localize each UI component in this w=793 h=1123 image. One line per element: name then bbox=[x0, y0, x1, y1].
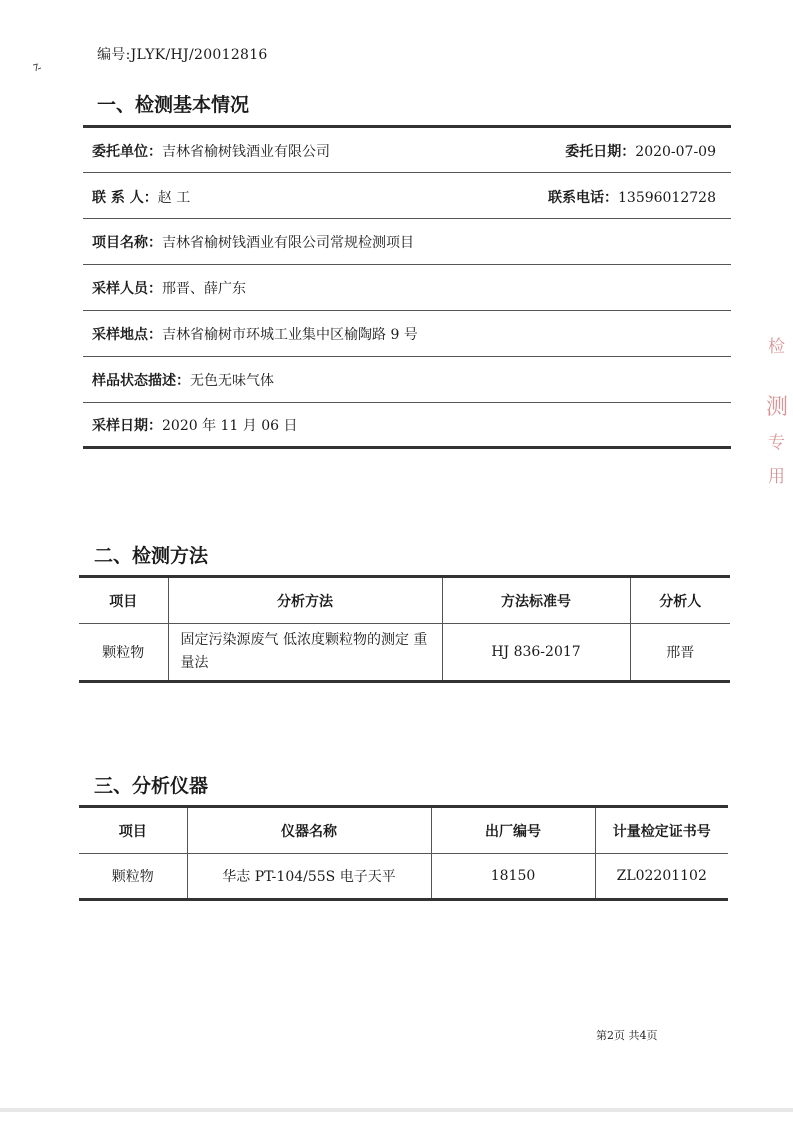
client-label: 委托单位： bbox=[92, 144, 162, 160]
sample-date-row bbox=[92, 415, 722, 435]
location-label: 采样地点： bbox=[92, 327, 162, 343]
commission-date-value: 2020-07-09 bbox=[635, 144, 716, 160]
row-divider bbox=[83, 264, 731, 265]
row-divider bbox=[83, 402, 731, 403]
phone-value: 13596012728 bbox=[618, 190, 716, 206]
sample-date-value: 2020 年 11 月 06 日 bbox=[162, 418, 298, 434]
col-header-method: 分析方法 bbox=[168, 577, 442, 624]
col-header-certificate: 计量检定证书号 bbox=[595, 807, 728, 854]
col-header-standard: 方法标准号 bbox=[442, 577, 630, 624]
row-divider bbox=[83, 172, 731, 173]
contact-value: 赵 工 bbox=[157, 190, 191, 206]
col-header-instrument: 仪器名称 bbox=[187, 807, 431, 854]
pen-mark-icon bbox=[32, 62, 42, 74]
section-1-bottom-rule bbox=[83, 446, 731, 449]
col-header-analyst: 分析人 bbox=[630, 577, 730, 624]
sample-state-value: 无色无味气体 bbox=[190, 373, 274, 389]
seal-fragment: 专 bbox=[768, 433, 785, 453]
instrument-table bbox=[79, 805, 728, 901]
page-number: 第2页 共4页 bbox=[596, 1029, 658, 1042]
seal-fragment: 测 bbox=[766, 395, 789, 420]
sampler-row bbox=[92, 278, 722, 298]
method-table bbox=[79, 575, 730, 683]
sample-date-label: 采样日期： bbox=[92, 418, 162, 434]
section-1-top-rule bbox=[83, 125, 731, 128]
row-divider bbox=[83, 310, 731, 311]
cell-instrument: 华志 PT-104/55S 电子天平 bbox=[187, 854, 431, 900]
cell-item: 颗粒物 bbox=[111, 869, 154, 885]
location-value: 吉林省榆树市环城工业集中区榆陶路 9 号 bbox=[162, 327, 418, 343]
contact-label: 联 系 人： bbox=[92, 190, 158, 206]
section-1-title: 一、检测基本情况 bbox=[97, 94, 250, 116]
client-row bbox=[92, 141, 722, 161]
section-3-title: 三、分析仪器 bbox=[94, 775, 209, 797]
col-header-serial: 出厂编号 bbox=[431, 807, 595, 854]
cell-standard: HJ 836-2017 bbox=[442, 624, 630, 682]
col-header-item: 项目 bbox=[79, 577, 168, 624]
cell-method: 固定污染源废气 低浓度颗粒物的测定 重量法 bbox=[168, 624, 442, 682]
contact-row bbox=[92, 187, 722, 207]
project-value: 吉林省榆树钱酒业有限公司常规检测项目 bbox=[162, 235, 414, 251]
project-row bbox=[92, 232, 722, 252]
row-divider bbox=[83, 218, 731, 219]
seal-fragment: 用 bbox=[768, 467, 785, 487]
sample-state-label: 样品状态描述： bbox=[92, 373, 190, 389]
table-row bbox=[79, 854, 728, 900]
sampler-value: 邢晋、薛广东 bbox=[162, 281, 246, 297]
sample-state-row bbox=[92, 370, 722, 390]
cell-serial: 18150 bbox=[431, 854, 595, 900]
seal-fragment: 检 bbox=[768, 337, 785, 357]
table-header-row bbox=[79, 807, 728, 854]
table-header-row bbox=[79, 577, 730, 624]
cell-certificate: ZL02201102 bbox=[595, 854, 728, 900]
project-label: 项目名称： bbox=[92, 235, 162, 251]
document-number: 编号:JLYK/HJ/20012816 bbox=[97, 47, 268, 63]
table-row bbox=[79, 624, 730, 682]
scan-edge bbox=[0, 1108, 793, 1112]
phone-label: 联系电话： bbox=[548, 190, 619, 206]
commission-date-label: 委托日期： bbox=[565, 144, 636, 160]
row-divider bbox=[83, 356, 731, 357]
col-header-item: 项目 bbox=[79, 807, 187, 854]
sampler-label: 采样人员： bbox=[92, 281, 162, 297]
cell-item: 颗粒物 bbox=[102, 645, 145, 661]
client-value: 吉林省榆树钱酒业有限公司 bbox=[162, 144, 330, 160]
location-row bbox=[92, 324, 722, 344]
section-2-title: 二、检测方法 bbox=[94, 545, 209, 567]
cell-analyst: 邢晋 bbox=[630, 624, 730, 682]
